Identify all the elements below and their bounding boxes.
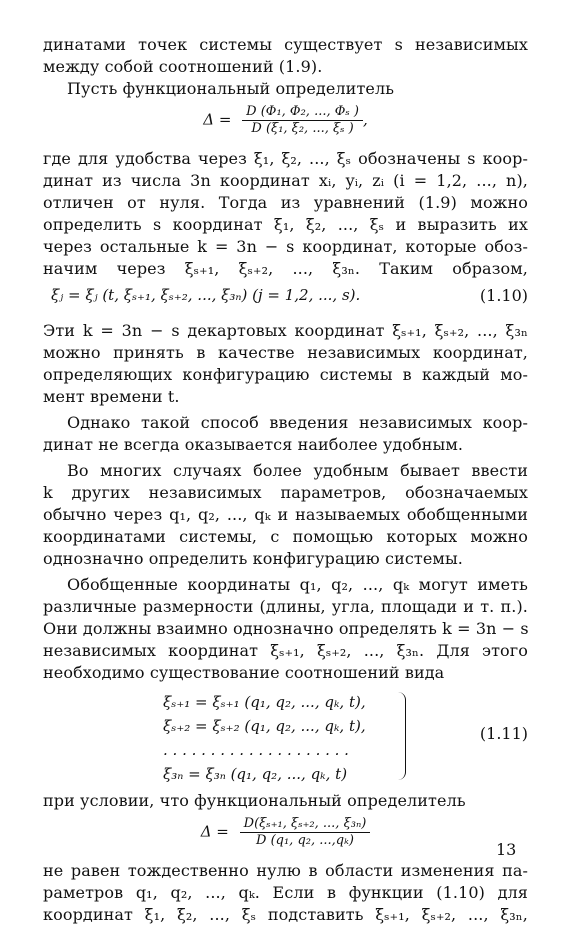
text-line: k других независимых параметров, обозначаемых bbox=[43, 483, 528, 502]
formula-lhs: Δ = bbox=[200, 822, 229, 841]
page-body bbox=[43, 34, 528, 926]
page-number: 13 bbox=[496, 840, 517, 859]
text-line: однозначно определить конфигурацию системы. bbox=[43, 549, 463, 568]
fraction-numerator: D (Φ₁, Φ₂, ..., Φₛ ) bbox=[246, 104, 359, 119]
fraction bbox=[242, 104, 363, 137]
system-row: ξₛ₊₁ = ξₛ₊₁ (q₁, q₂, ..., qₖ, t), bbox=[163, 693, 366, 711]
text-line: Пусть функциональный определитель bbox=[67, 79, 395, 98]
equation-number: (1.11) bbox=[479, 724, 528, 743]
text-line: необходимо существование соотношений вида bbox=[43, 663, 445, 682]
text-line: обычно через q₁, q₂, ..., qₖ и называемых обобщенными bbox=[43, 505, 528, 524]
determinant-formula-2 bbox=[43, 816, 528, 860]
right-brace bbox=[395, 692, 406, 780]
system-row: ξₛ₊₂ = ξₛ₊₂ (q₁, q₂, ..., qₖ, t), bbox=[163, 717, 366, 735]
text-line: между собой соотношений (1.9). bbox=[43, 57, 323, 76]
text-line: динат из числа 3n координат xᵢ, yᵢ, zᵢ (i = 1,2, ..., n), bbox=[43, 171, 528, 190]
equation-text: ξⱼ = ξⱼ (t, ξₛ₊₁, ξₛ₊₂, ..., ξ₃ₙ) (j = 1,2, ..., s). bbox=[51, 286, 361, 304]
text-line: Они должны взаимно однозначно определять k = 3n − s bbox=[43, 619, 529, 638]
text-line: раметров q₁, q₂, ..., qₖ. Если в функции (1.10) для bbox=[43, 883, 528, 902]
text-line: координат ξ₁, ξ₂, ..., ξₛ подставить ξₛ₊₁, ξₛ₊₂, ..., ξ₃ₙ, bbox=[43, 905, 528, 924]
text-line: мент времени t. bbox=[43, 387, 180, 406]
fraction-denominator: D (ξ₁, ξ₂, ..., ξₛ ) bbox=[251, 121, 354, 136]
system-row: ξ₃ₙ = ξ₃ₙ (q₁, q₂, ..., qₖ, t) bbox=[163, 765, 348, 783]
text-line: Однако такой способ введения независимых коор- bbox=[67, 413, 528, 432]
text-line: при условии, что функциональный определитель bbox=[43, 791, 466, 810]
equation-number: (1.10) bbox=[479, 286, 528, 305]
system-rows bbox=[163, 690, 366, 786]
fraction bbox=[240, 816, 371, 849]
formula-lhs: Δ = bbox=[203, 110, 232, 129]
text-line: динатами точек системы существует s независимых bbox=[43, 35, 528, 54]
formula-tail: , bbox=[362, 110, 368, 129]
determinant-formula-1 bbox=[43, 104, 528, 148]
text-line: начим через ξₛ₊₁, ξₛ₊₂, ..., ξ₃ₙ. Таким образом, bbox=[43, 259, 528, 278]
text-line: где для удобства через ξ₁, ξ₂, ..., ξₛ обозначены s коор- bbox=[43, 149, 528, 168]
text-line: не равен тождественно нулю в области изменения па- bbox=[43, 861, 528, 880]
text-line: различные размерности (длины, угла, площади и т. п.). bbox=[43, 597, 528, 616]
text-line: Обобщенные координаты q₁, q₂, ..., qₖ могут иметь bbox=[67, 575, 528, 594]
text-line: определяющих конфигурацию системы в каждый мо- bbox=[43, 365, 528, 384]
fraction-numerator: D(ξₛ₊₁, ξₛ₊₂, ..., ξ₃ₙ) bbox=[243, 816, 367, 831]
text-line: координатами системы, с помощью которых можно bbox=[43, 527, 528, 546]
system-row: . . . . . . . . . . . . . . . . . . . . bbox=[163, 741, 349, 759]
text-line: независимых координат ξₛ₊₁, ξₛ₊₂, ..., ξ₃ₙ. Для этого bbox=[43, 641, 528, 660]
fraction-denominator: D (q₁, q₂, ...,qₖ) bbox=[256, 833, 354, 848]
text-line: отличен от нуля. Тогда из уравнений (1.9) можно bbox=[43, 193, 528, 212]
text-line: можно принять в качестве независимых координат, bbox=[43, 343, 528, 362]
text-line: Во многих случаях более удобным бывает ввести bbox=[67, 461, 528, 480]
text-line: Эти k = 3n − s декартовых координат ξₛ₊₁, ξₛ₊₂, ..., ξ₃ₙ bbox=[43, 321, 528, 340]
equation-system-1-11 bbox=[43, 690, 528, 786]
text-line: определить s координат ξ₁, ξ₂, ..., ξₛ и выразить их bbox=[43, 215, 528, 234]
text-line: через остальные k = 3n − s координат, которые обоз- bbox=[43, 237, 528, 256]
equation-1-10 bbox=[43, 280, 528, 320]
text-line: динат не всегда оказывается наиболее удобным. bbox=[43, 435, 464, 454]
